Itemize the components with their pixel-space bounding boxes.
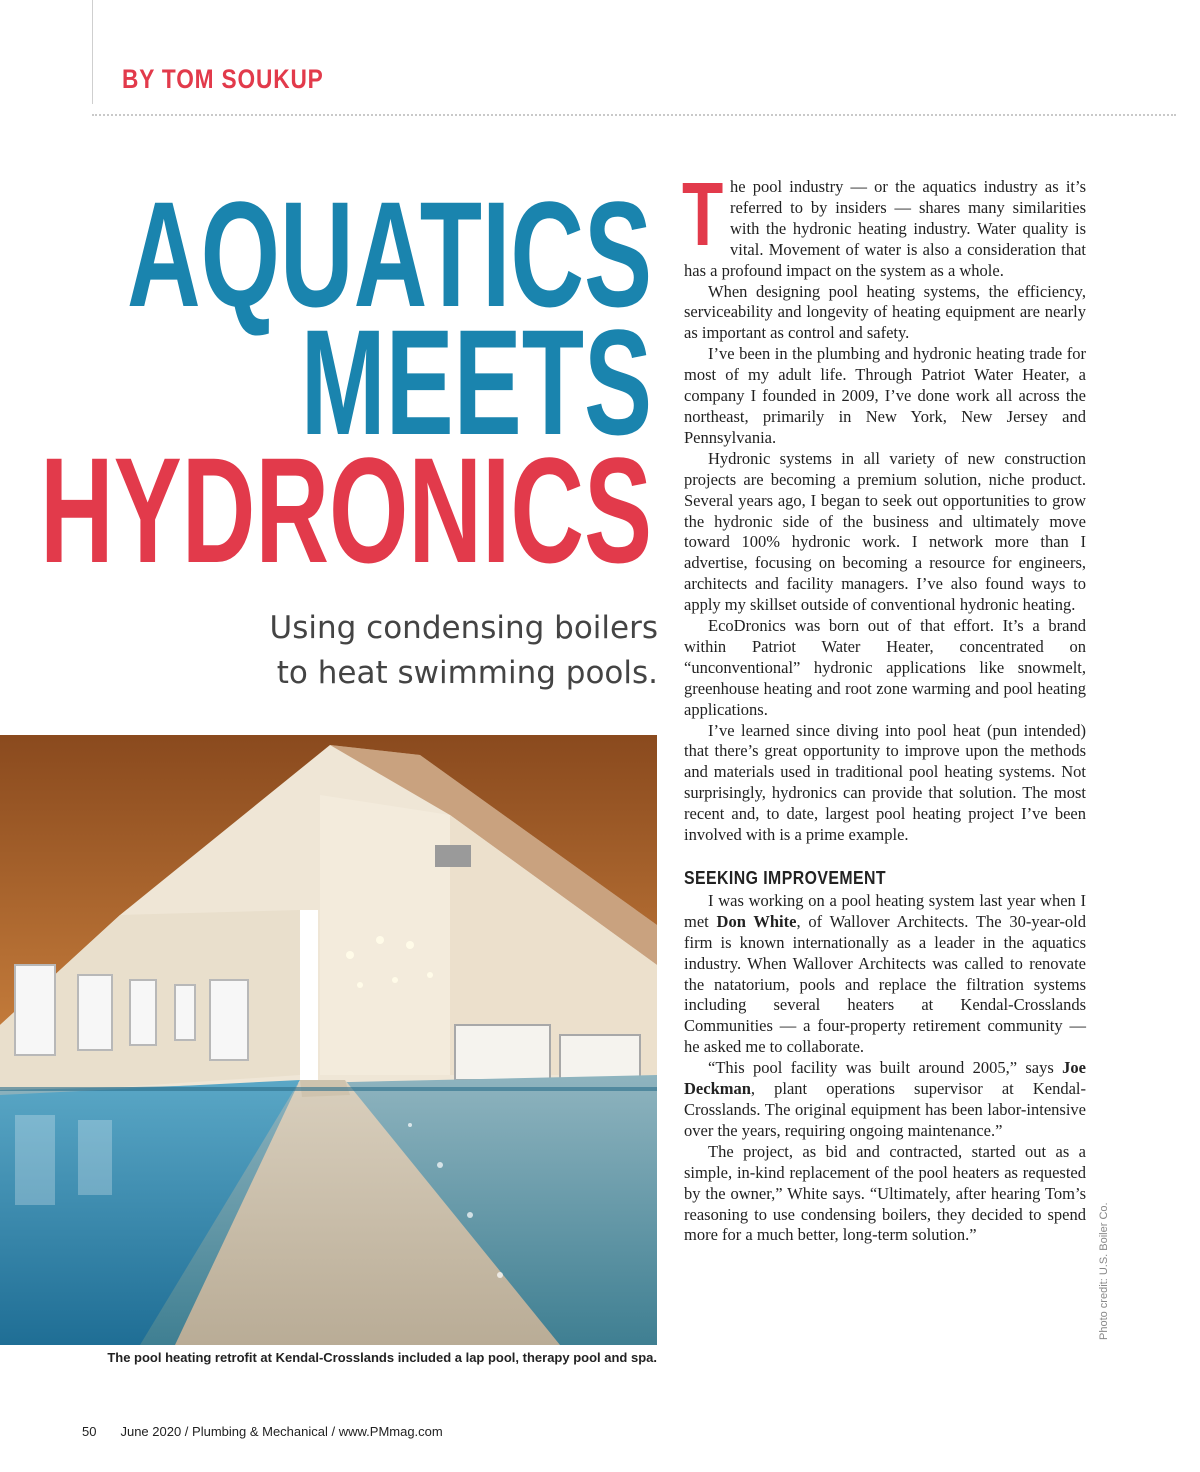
drop-cap: T [682, 165, 724, 265]
paragraph-4: Hydronic systems in all variety of new construction projects are becoming a premium solution, niche product. Several years ago, I began to seek out opportunities to grow the hydronic side of the business and ultimately move toward 100% hydronic work. I network more than I advertise, focusing on becoming a resource for engineers, architects and facility managers. I’ve also found ways to apply my skillset outside of conventional hydronic heating. [684, 448, 1086, 615]
headline [0, 170, 652, 594]
paragraph-2: When designing pool heating systems, the efficiency, serviceability and longevity of heating equipment are nearly as important as control and safety. [684, 281, 1086, 343]
paragraph-3: I’ve been in the plumbing and hydronic heating trade for most of my adult life. Through Patriot Water Heater, a company I founded in 2009, I’ve done work all across the northeast, primarily in New York, New Jersey and Pennsylvania. [684, 344, 1086, 447]
paragraph-5: EcoDronics was born out of that effort. It’s a brand within Patriot Water Heater, concentrated on “unconventional” hydronic applications like snowmelt, greenhouse heating and root zone warming and pool heating applications. [684, 616, 1086, 719]
paragraph-8-text-a: “This pool facility was built around 2005,” says [708, 1058, 1063, 1078]
paragraph-1-text: he pool industry — or the aquatics industry as it’s referred to by insiders — shares many similarities with the hydronic heating industry. Water quality is vital. Movement of water is also a consideration that has a profound impact on the system as a whole. [684, 177, 1086, 280]
headline-line-1: AQUATICS [126, 170, 652, 338]
page-footer [82, 1424, 443, 1439]
deck-line-1: Using condensing boilers [269, 610, 658, 646]
paragraph-8-text-b: , plant operations supervisor at Kendal-Crosslands. The original equipment has been labor-intensive over the years, requiring ongoing maintenance.” [684, 1079, 1086, 1140]
deck-line-2: to heat swimming pools. [276, 655, 658, 691]
paragraph-7-text-a: I was working on a pool heating system last year when I met [684, 890, 1086, 931]
footer-publication: June 2020 / Plumbing & Mechanical / www.PMmag.com [120, 1424, 443, 1439]
paragraph-7-text-b: , of Wallover Architects. The 30-year-old firm is known internationally as a leader in the aquatics industry. When Wallover Architects was called to renovate the natatorium, pools and replace the filtration systems including several heaters at Kendal-Crosslands Communities — a four-property retirement community — he asked me to collaborate. [684, 911, 1086, 1057]
section-subhead: SEEKING IMPROVEMENT [684, 868, 886, 888]
photo-credit [1098, 1202, 1112, 1340]
paragraph-6: I’ve learned since diving into pool heat (pun intended) that there’s great opportunity to improve upon the methods and materials used in traditional pool heating systems. Not surprisingly, hydronics can provide that solution. The most recent and, to date, largest pool heating project I’ve been involved with is a prime example. [684, 720, 1086, 845]
page-number: 50 [82, 1424, 97, 1439]
pool-photo [0, 735, 657, 1345]
margin-line [92, 0, 93, 104]
deck-subtitle [138, 606, 658, 696]
pool-photo-illustration [0, 735, 657, 1345]
photo-credit-text: Photo credit: U.S. Boiler Co. [1098, 1202, 1110, 1340]
paragraph-8 [684, 1058, 1086, 1142]
byline: BY TOM SOUKUP [122, 64, 324, 94]
dotted-rule [92, 114, 1176, 116]
paragraph-9: The project, as bid and contracted, started out as a simple, in-kind replacement of the pool heaters as requested by the owner,” White says. “Ultimately, after hearing Tom’s reasoning to use condensing boilers, they decided to spend more for a much better, long-term solution.” [684, 1141, 1086, 1245]
paragraph-1 [682, 165, 1086, 282]
photo-caption: The pool heating retrofit at Kendal-Crosslands included a lap pool, therapy pool and spa. [107, 1350, 657, 1365]
name-don-white: Don White [716, 911, 797, 931]
article-body [682, 165, 1086, 1246]
headline-line-2: MEETS [300, 298, 652, 466]
paragraph-7 [684, 891, 1086, 1058]
headline-line-3: HYDRONICS [39, 426, 652, 594]
name-joe-deckman: Joe Deckman [684, 1058, 1086, 1099]
